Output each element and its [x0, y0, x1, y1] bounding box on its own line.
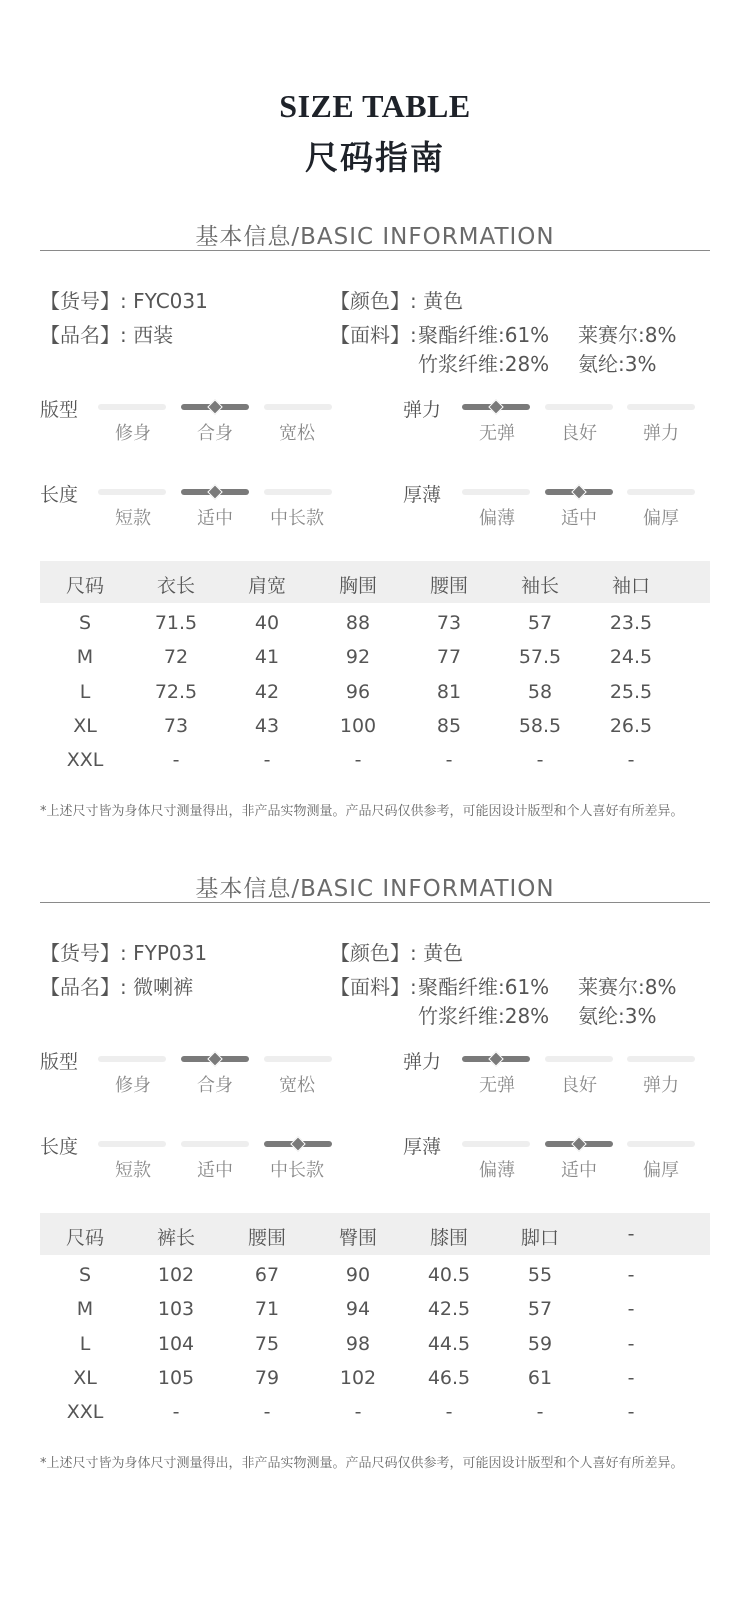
table-cell: 61 [527, 1367, 553, 1389]
scale-option-label: 修身 [115, 1075, 151, 1096]
table-header-cell: 袖长 [520, 575, 559, 597]
table-cell: 94 [345, 1298, 371, 1320]
scale-marker-icon [571, 484, 587, 500]
table-cell: 26.5 [609, 715, 653, 737]
table-cell: 40 [254, 612, 280, 634]
scale-track-selected [462, 404, 530, 410]
page-title-zh: 尺码指南 [305, 138, 445, 177]
section-divider [40, 902, 710, 903]
table-cell: 92 [345, 646, 371, 668]
scale-option-label: 宽松 [279, 423, 315, 444]
scale-option-label: 适中 [561, 1160, 597, 1181]
table-cell: 42.5 [427, 1298, 471, 1320]
table-cell: 96 [345, 681, 371, 703]
scale-option-label: 无弹 [479, 423, 515, 444]
scale-track [462, 1141, 530, 1147]
table-cell: 73 [163, 715, 189, 737]
product-name: 【品名】: 微喇裤 [40, 975, 194, 999]
scale-track-selected [545, 1141, 613, 1147]
fabric-bamboo: 竹浆纤维:28% [418, 352, 550, 376]
attr-label: 版型 [40, 1051, 79, 1073]
table-header-cell: 肩宽 [247, 575, 286, 597]
table-cell: - [627, 749, 635, 771]
table-cell: 57 [527, 612, 553, 634]
table-cell: 104 [157, 1333, 195, 1355]
table-header-cell: 脚口 [520, 1227, 559, 1249]
scale-track [98, 1141, 166, 1147]
table-cell: 43 [254, 715, 280, 737]
scale-option-label: 合身 [197, 423, 233, 444]
table-header-cell: 裤长 [156, 1227, 195, 1249]
scale-marker-icon [488, 399, 504, 415]
table-cell: 71.5 [154, 612, 198, 634]
size-note: *上述尺寸皆为身体尺寸测量得出，非产品实物测量。产品尺码仅供参考，可能因设计版型和个人喜好有所差异。 [40, 804, 684, 819]
scale-option-label: 短款 [115, 508, 151, 529]
table-cell: - [445, 749, 453, 771]
attr-label: 弹力 [403, 1051, 442, 1073]
table-cell: - [627, 1367, 635, 1389]
scale-option-label: 良好 [561, 1075, 597, 1096]
table-cell: XXL [66, 1401, 104, 1423]
scale-option-label: 修身 [115, 423, 151, 444]
scale-track [627, 1056, 695, 1062]
scale-track-selected [181, 1056, 249, 1062]
scale-track [627, 404, 695, 410]
scale-option-label: 中长款 [270, 1160, 324, 1181]
product-name: 【品名】: 西装 [40, 323, 174, 347]
table-cell: 102 [339, 1367, 377, 1389]
scale-track-selected [545, 489, 613, 495]
table-cell: - [445, 1401, 453, 1423]
table-cell: - [354, 1401, 362, 1423]
table-cell: - [627, 1333, 635, 1355]
table-cell: 79 [254, 1367, 280, 1389]
table-cell: - [354, 749, 362, 771]
fabric-spandex: 氨纶:3% [578, 1004, 657, 1028]
table-cell: 25.5 [609, 681, 653, 703]
table-cell: 85 [436, 715, 462, 737]
scale-option-label: 适中 [197, 508, 233, 529]
size-note: *上述尺寸皆为身体尺寸测量得出，非产品实物测量。产品尺码仅供参考，可能因设计版型和个人喜好有所差异。 [40, 1456, 684, 1471]
scale-option-label: 中长款 [270, 508, 324, 529]
table-cell: XXL [66, 749, 104, 771]
table-cell: 75 [254, 1333, 280, 1355]
table-cell: 46.5 [427, 1367, 471, 1389]
page-title-en: SIZE TABLE [279, 88, 471, 124]
table-cell: 81 [436, 681, 462, 703]
scale-track-selected [181, 404, 249, 410]
table-cell: - [263, 749, 271, 771]
table-cell: M [76, 1298, 94, 1320]
table-header-cell: 尺码 [65, 1227, 104, 1249]
table-cell: - [536, 749, 544, 771]
scale-track-selected [181, 489, 249, 495]
table-header-cell: 膝围 [429, 1227, 468, 1249]
scale-option-label: 适中 [197, 1160, 233, 1181]
table-cell: L [79, 1333, 91, 1355]
scale-option-label: 合身 [197, 1075, 233, 1096]
table-cell: XL [73, 715, 97, 737]
product-color: 【颜色】: 黄色 [330, 941, 464, 965]
table-cell: 40.5 [427, 1264, 471, 1286]
section-title: 基本信息/BASIC INFORMATION [195, 876, 555, 902]
fabric-polyester: 聚酯纤维:61% [418, 323, 550, 347]
item-number: 【货号】: FYC031 [40, 289, 208, 313]
product-color: 【颜色】: 黄色 [330, 289, 464, 313]
table-cell: 72.5 [154, 681, 198, 703]
table-cell: 73 [436, 612, 462, 634]
table-cell: - [536, 1401, 544, 1423]
table-cell: S [78, 612, 92, 634]
table-cell: 58 [527, 681, 553, 703]
attr-label: 长度 [40, 1136, 79, 1158]
scale-option-label: 偏厚 [643, 1160, 679, 1181]
scale-track [627, 1141, 695, 1147]
table-cell: 67 [254, 1264, 280, 1286]
table-cell: 72 [163, 646, 189, 668]
table-cell: M [76, 646, 94, 668]
table-cell: 103 [157, 1298, 195, 1320]
table-cell: 57 [527, 1298, 553, 1320]
scale-option-label: 适中 [561, 508, 597, 529]
table-cell: 57.5 [518, 646, 562, 668]
scale-track [264, 489, 332, 495]
table-cell: 58.5 [518, 715, 562, 737]
table-cell: - [627, 1264, 635, 1286]
table-header-cell: 袖口 [611, 575, 650, 597]
table-cell: 23.5 [609, 612, 653, 634]
table-header-cell: 腰围 [429, 575, 468, 597]
scale-option-label: 良好 [561, 423, 597, 444]
scale-option-label: 弹力 [643, 423, 679, 444]
scale-marker-icon [207, 399, 223, 415]
table-cell: 41 [254, 646, 280, 668]
scale-marker-icon [290, 1136, 306, 1152]
table-cell: 24.5 [609, 646, 653, 668]
scale-option-label: 偏厚 [643, 508, 679, 529]
attr-label: 厚薄 [403, 1136, 442, 1158]
fabric-polyester: 聚酯纤维:61% [418, 975, 550, 999]
scale-track [627, 489, 695, 495]
fabric-spandex: 氨纶:3% [578, 352, 657, 376]
table-cell: 55 [527, 1264, 553, 1286]
scale-marker-icon [207, 484, 223, 500]
scale-option-label: 短款 [115, 1160, 151, 1181]
scale-option-label: 偏薄 [479, 508, 515, 529]
scale-option-label: 偏薄 [479, 1160, 515, 1181]
table-header-cell: 衣长 [156, 575, 195, 597]
fabric-label: 【面料】: [330, 323, 417, 347]
table-cell: - [627, 1298, 635, 1320]
scale-track [545, 1056, 613, 1062]
table-cell: 100 [339, 715, 377, 737]
table-cell: L [79, 681, 91, 703]
attr-label: 弹力 [403, 399, 442, 421]
table-cell: 88 [345, 612, 371, 634]
scale-track-selected [264, 1141, 332, 1147]
scale-option-label: 弹力 [643, 1075, 679, 1096]
attr-label: 厚薄 [403, 484, 442, 506]
scale-track [181, 1141, 249, 1147]
table-header-cell: 胸围 [338, 575, 377, 597]
table-cell: S [78, 1264, 92, 1286]
scale-track [264, 1056, 332, 1062]
fabric-bamboo: 竹浆纤维:28% [418, 1004, 550, 1028]
table-cell: XL [73, 1367, 97, 1389]
scale-track [545, 404, 613, 410]
table-cell: - [172, 1401, 180, 1423]
table-header-cell: - [627, 1223, 635, 1245]
table-cell: - [627, 1401, 635, 1423]
table-cell: 102 [157, 1264, 195, 1286]
attr-label: 长度 [40, 484, 79, 506]
table-cell: 44.5 [427, 1333, 471, 1355]
scale-track [264, 404, 332, 410]
scale-marker-icon [488, 1051, 504, 1067]
section-divider [40, 250, 710, 251]
scale-marker-icon [207, 1051, 223, 1067]
section-title: 基本信息/BASIC INFORMATION [195, 224, 555, 250]
scale-track [98, 489, 166, 495]
table-cell: 71 [254, 1298, 280, 1320]
table-cell: 42 [254, 681, 280, 703]
scale-track [462, 489, 530, 495]
attr-label: 版型 [40, 399, 79, 421]
table-header-cell: 臀围 [338, 1227, 377, 1249]
table-cell: 77 [436, 646, 462, 668]
fabric-label: 【面料】: [330, 975, 417, 999]
table-cell: 98 [345, 1333, 371, 1355]
table-cell: 90 [345, 1264, 371, 1286]
scale-track [98, 1056, 166, 1062]
scale-option-label: 宽松 [279, 1075, 315, 1096]
scale-marker-icon [571, 1136, 587, 1152]
fabric-lyocell: 莱赛尔:8% [578, 975, 677, 999]
scale-option-label: 无弹 [479, 1075, 515, 1096]
scale-track [98, 404, 166, 410]
fabric-lyocell: 莱赛尔:8% [578, 323, 677, 347]
table-cell: - [263, 1401, 271, 1423]
table-header-cell: 腰围 [247, 1227, 286, 1249]
table-cell: 105 [157, 1367, 195, 1389]
scale-track-selected [462, 1056, 530, 1062]
table-cell: 59 [527, 1333, 553, 1355]
table-cell: - [172, 749, 180, 771]
item-number: 【货号】: FYP031 [40, 941, 208, 965]
table-header-cell: 尺码 [65, 575, 104, 597]
